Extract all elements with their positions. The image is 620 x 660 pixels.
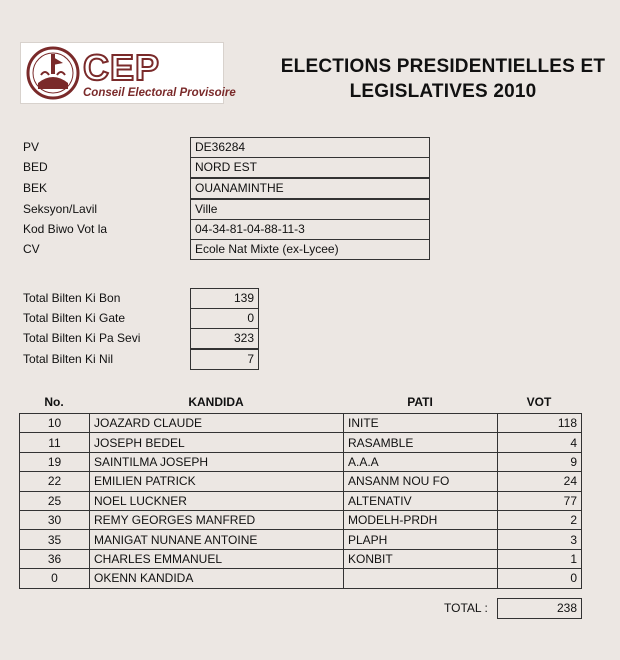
total-label-bon: Total Bilten Ki Bon	[23, 291, 121, 305]
cell-vot: 0	[498, 569, 582, 588]
table-row	[20, 414, 582, 433]
total-label-gate: Total Bilten Ki Gate	[23, 311, 126, 325]
total-value-bon: 139	[190, 288, 259, 309]
header-pati: PATI	[407, 395, 433, 409]
cell-no: 10	[20, 414, 90, 433]
cell-kandida: OKENN KANDIDA	[90, 569, 344, 588]
info-label-seksyon: Seksyon/Lavil	[23, 202, 98, 216]
cell-pati: ALTENATIV	[344, 491, 498, 510]
cell-no: 11	[20, 433, 90, 452]
cell-vot: 24	[498, 472, 582, 491]
total-value-pa-sevi: 323	[190, 328, 259, 349]
cell-kandida: EMILIEN PATRICK	[90, 472, 344, 491]
cell-no: 36	[20, 549, 90, 568]
info-value-bed: NORD EST	[190, 157, 430, 178]
header-kandida: KANDIDA	[188, 395, 244, 409]
cell-kandida: JOAZARD CLAUDE	[90, 414, 344, 433]
table-row	[20, 510, 582, 529]
table-row	[20, 452, 582, 471]
total-label-pa-sevi: Total Bilten Ki Pa Sevi	[23, 331, 141, 345]
cell-kandida: REMY GEORGES MANFRED	[90, 510, 344, 529]
cell-pati: A.A.A	[344, 452, 498, 471]
cep-logo	[20, 42, 236, 104]
cell-kandida: NOEL LUCKNER	[90, 491, 344, 510]
info-value-kod-biwo: 04-34-81-04-88-11-3	[190, 219, 430, 240]
cell-no: 35	[20, 530, 90, 549]
page-title	[268, 54, 618, 104]
cell-pati: INITE	[344, 414, 498, 433]
header-vot: VOT	[526, 395, 552, 409]
cep-emblem-icon	[25, 45, 81, 101]
cell-kandida: SAINTILMA JOSEPH	[90, 452, 344, 471]
total-label-nil: Total Bilten Ki Nil	[23, 352, 114, 366]
total-value-gate: 0	[190, 308, 259, 329]
cell-pati: PLAPH	[344, 530, 498, 549]
logo-acronym: CEP	[83, 47, 161, 88]
table-row	[20, 569, 582, 588]
cell-kandida: JOSEPH BEDEL	[90, 433, 344, 452]
table-row	[20, 472, 582, 491]
info-label-bed: BED	[23, 160, 48, 174]
info-value-bek: OUANAMINTHE	[190, 178, 430, 199]
cell-no: 30	[20, 510, 90, 529]
cell-no: 19	[20, 452, 90, 471]
info-value-cv: Ecole Nat Mixte (ex-Lycee)	[190, 239, 430, 260]
table-row	[20, 491, 582, 510]
grand-total-label: TOTAL :	[444, 601, 488, 615]
info-value-seksyon: Ville	[190, 199, 430, 220]
info-label-kod-biwo: Kod Biwo Vot la	[23, 222, 108, 236]
cell-no: 25	[20, 491, 90, 510]
cell-vot: 4	[498, 433, 582, 452]
table-row	[20, 530, 582, 549]
grand-total-value: 238	[497, 598, 582, 619]
table-row	[20, 433, 582, 452]
total-value-nil: 7	[190, 349, 259, 370]
cell-pati: KONBIT	[344, 549, 498, 568]
info-label-bek: BEK	[23, 181, 48, 195]
table-row	[20, 549, 582, 568]
cell-vot: 2	[498, 510, 582, 529]
cell-pati: MODELH-PRDH	[344, 510, 498, 529]
cell-vot: 9	[498, 452, 582, 471]
info-label-cv: CV	[23, 242, 40, 256]
info-label-pv: PV	[23, 140, 40, 154]
cell-pati: RASAMBLE	[344, 433, 498, 452]
cell-vot: 1	[498, 549, 582, 568]
logo-subtitle: Conseil Electoral Provisoire	[83, 87, 236, 99]
cell-no: 22	[20, 472, 90, 491]
cell-pati	[344, 569, 498, 588]
results-table	[19, 413, 582, 589]
title-line-1: ELECTIONS PRESIDENTIELLES ET	[280, 56, 606, 77]
header-no: No.	[44, 395, 64, 409]
cell-pati: ANSANM NOU FO	[344, 472, 498, 491]
title-line-2: LEGISLATIVES 2010	[349, 81, 537, 102]
cell-vot: 118	[498, 414, 582, 433]
info-value-pv: DE36284	[190, 137, 430, 158]
cell-vot: 3	[498, 530, 582, 549]
cell-kandida: CHARLES EMMANUEL	[90, 549, 344, 568]
cell-no: 0	[20, 569, 90, 588]
cell-vot: 77	[498, 491, 582, 510]
cell-kandida: MANIGAT NUNANE ANTOINE	[90, 530, 344, 549]
